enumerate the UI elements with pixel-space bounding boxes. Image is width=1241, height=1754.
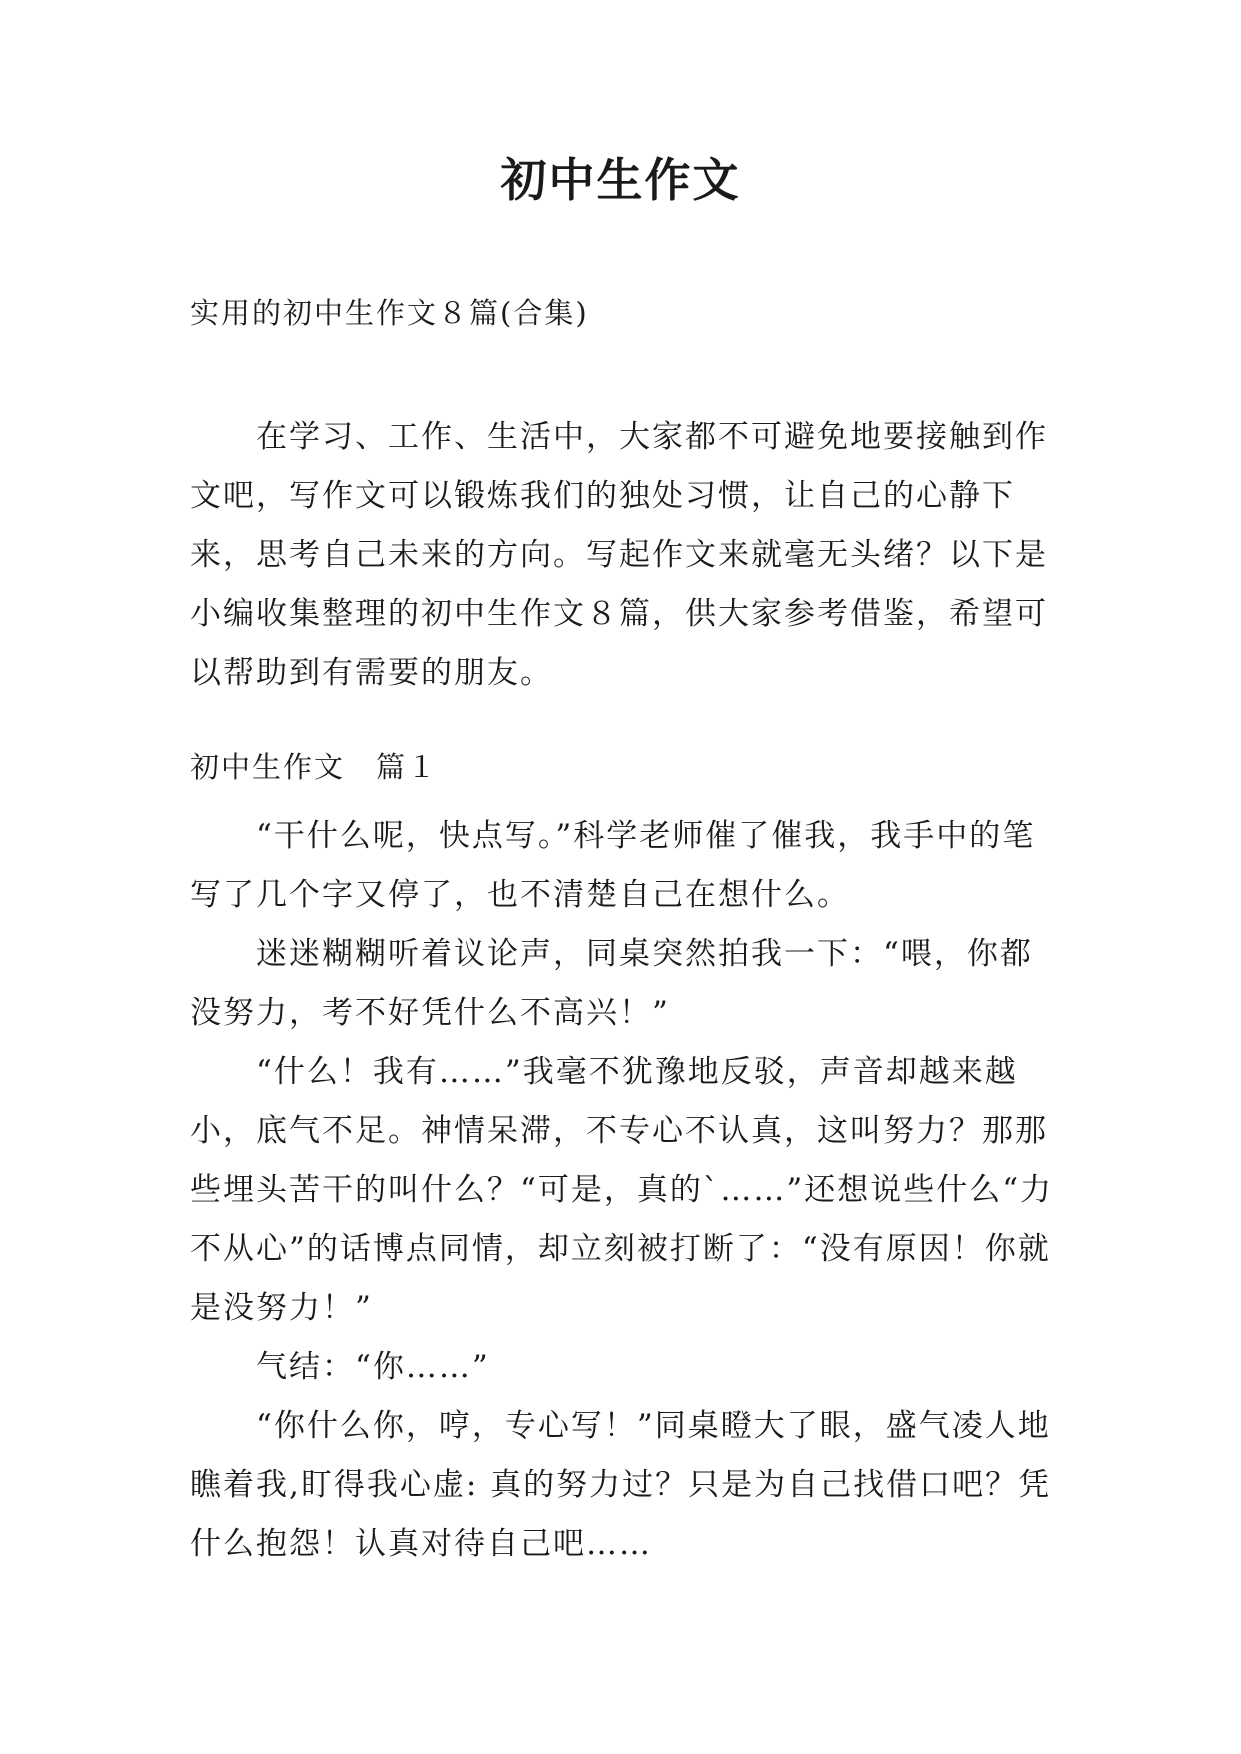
intro-paragraph: 在学习、工作、生活中，大家都不可避免地要接触到作文吧，写作文可以锻炼我们的独处习惯，让自己的心静下来，思考自己未来的方向。写起作文来就毫无头绪？以下是小编收集整理的初中生作文８篇，供大家参考借鉴，希望可以帮助到有需要的朋友。: [190, 419, 1048, 691]
essay-paragraph: “什么！我有……”我毫不犹豫地反驳，声音却越来越小，底气不足。神情呆滞，不专心不认真，这叫努力？那那些埋头苦干的叫什么？“可是，真的`……”还想说些什么“力不从心”的话博点同情，却立刻被打断了：“没有原因！你就是没努力！”: [190, 1054, 1054, 1326]
document-title: 初中生作文: [500, 153, 741, 207]
essay-body: [190, 807, 1060, 1574]
essay-paragraph: “干什么呢，快点写。”科学老师催了催我，我手中的笔写了几个字又停了，也不清楚自己在想什么。: [190, 818, 1036, 913]
document-subtitle: 实用的初中生作文８篇(合集): [190, 296, 589, 330]
essay-paragraph: 气结：“你……”: [256, 1349, 490, 1385]
section-heading: 初中生作文 篇１: [190, 750, 439, 784]
essay-paragraph: “你什么你，哼，专心写！”同桌瞪大了眼，盛气凌人地瞧着我,盯得我心虚: 真的努力过？只是为自己找借口吧？凭什么抱怨！认真对待自己吧……: [190, 1408, 1052, 1562]
essay-paragraph: 迷迷糊糊听着议论声，同桌突然拍我一下：“喂，你都没努力，考不好凭什么不高兴！”: [190, 936, 1033, 1031]
